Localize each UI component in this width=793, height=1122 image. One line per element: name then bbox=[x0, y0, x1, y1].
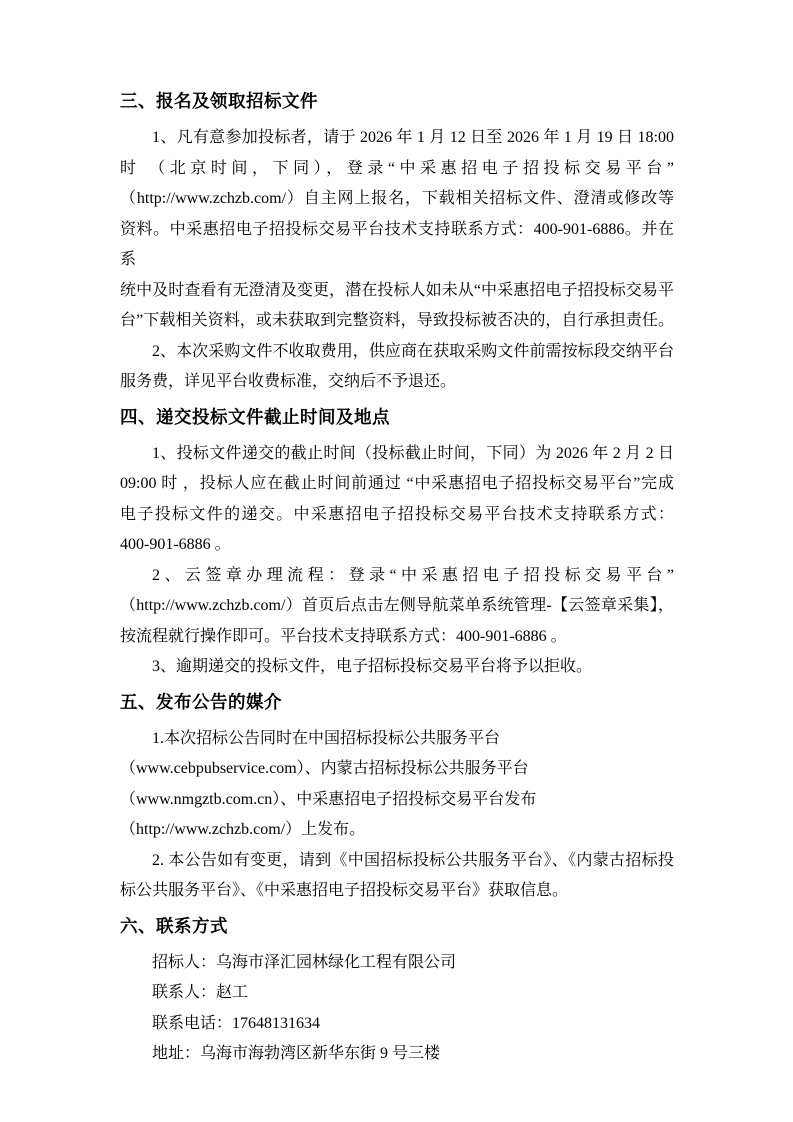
doc-line: 1、投标文件递交的截止时间（投标截止时间，下同）为 2026 年 2 月 2 日 bbox=[152, 444, 674, 462]
doc-line: （http://www.zchzb.com/）首页后点击左侧导航菜单系统管理-【云签章采集】， bbox=[120, 597, 674, 614]
doc-line: 联系人：赵工 bbox=[152, 984, 249, 1001]
doc-line: （http://www.zchzb.com/）上发布。 bbox=[120, 821, 366, 838]
doc-line: 联系电话：17648131634 bbox=[152, 1014, 321, 1032]
doc-line: 400-901-6886 。 bbox=[120, 536, 231, 553]
paragraph bbox=[120, 123, 674, 337]
paragraph bbox=[120, 846, 674, 907]
section-heading: 六、联系方式 bbox=[120, 915, 228, 936]
section-heading: 五、发布公告的媒介 bbox=[120, 691, 282, 712]
doc-line: （www.cebpubservice.com）、内蒙古招标投标公共服务平台 bbox=[120, 760, 529, 777]
doc-line: 统中及时查看有无澄清及变更，潜在投标人如未从“中采惠招电子招投标交易平 bbox=[120, 281, 674, 299]
doc-line: （http://www.zchzb.com/）自主网上报名，下载相关招标文件、澄清或修改等 bbox=[120, 190, 674, 207]
doc-line: 标公共服务平台》、《中采惠招电子招投标交易平台》获取信息。 bbox=[120, 882, 569, 899]
doc-line: 1、凡有意参加投标者，请于 2026 年 1 月 12 日至 2026 年 1 月 19 日 18:00 bbox=[152, 129, 674, 146]
doc-line: 地址：乌海市海勃湾区新华东街 9 号三楼 bbox=[152, 1045, 441, 1062]
paragraph bbox=[120, 724, 674, 846]
section-heading: 四、递交投标文件截止时间及地点 bbox=[120, 406, 390, 427]
paragraph bbox=[120, 978, 674, 1009]
doc-line: 服务费，详见平台收费标准，交纳后不予退还。 bbox=[120, 373, 457, 390]
doc-line: 09:00 时 ，投标人应在截止时间前通过 “中采惠招电子招投标交易平台”完成 bbox=[120, 475, 674, 492]
paragraph bbox=[120, 439, 674, 561]
doc-line: 台”下载相关资料，或未获取到完整资料，导致投标被否决的，自行承担责任。 bbox=[120, 312, 674, 329]
doc-line: 按流程就行操作即可。平台技术支持联系方式：400-901-6886 。 bbox=[120, 627, 567, 645]
doc-line: 2、云签章办理流程：登录“中采惠招电子招投标交易平台” bbox=[152, 566, 674, 584]
paragraph bbox=[120, 1039, 674, 1070]
doc-line: 3、逾期递交的投标文件，电子招标投标交易平台将予以拒收。 bbox=[152, 658, 593, 675]
document-content bbox=[120, 86, 674, 1070]
doc-line: 电子投标文件的递交。中采惠招电子招投标交易平台技术支持联系方式： bbox=[120, 505, 674, 523]
paragraph bbox=[120, 561, 674, 653]
section-heading: 三、报名及领取招标文件 bbox=[120, 91, 318, 111]
doc-line: 2. 本公告如有变更，请到《中国招标投标公共服务平台》、《内蒙古招标投 bbox=[152, 851, 674, 869]
paragraph bbox=[120, 1009, 674, 1040]
paragraph bbox=[120, 337, 674, 398]
doc-line: 招标人：乌海市泽汇园林绿化工程有限公司 bbox=[152, 953, 457, 971]
doc-line: 2、本次采购文件不收取费用，供应商在获取采购文件前需按标段交纳平台 bbox=[152, 342, 674, 360]
paragraph bbox=[120, 948, 674, 979]
doc-line: 资料。中采惠招电子招投标交易平台技术支持联系方式：400-901-6886。并在系 bbox=[120, 220, 674, 268]
paragraph bbox=[120, 652, 674, 683]
doc-line: （www.nmgztb.com.cn）、中采惠招电子招投标交易平台发布 bbox=[120, 790, 537, 808]
doc-line: 1.本次招标公告同时在中国招标投标公共服务平台 bbox=[152, 729, 501, 747]
doc-line: 时 （北京时间，下同），登录“中采惠招电子招投标交易平台” bbox=[120, 159, 674, 177]
